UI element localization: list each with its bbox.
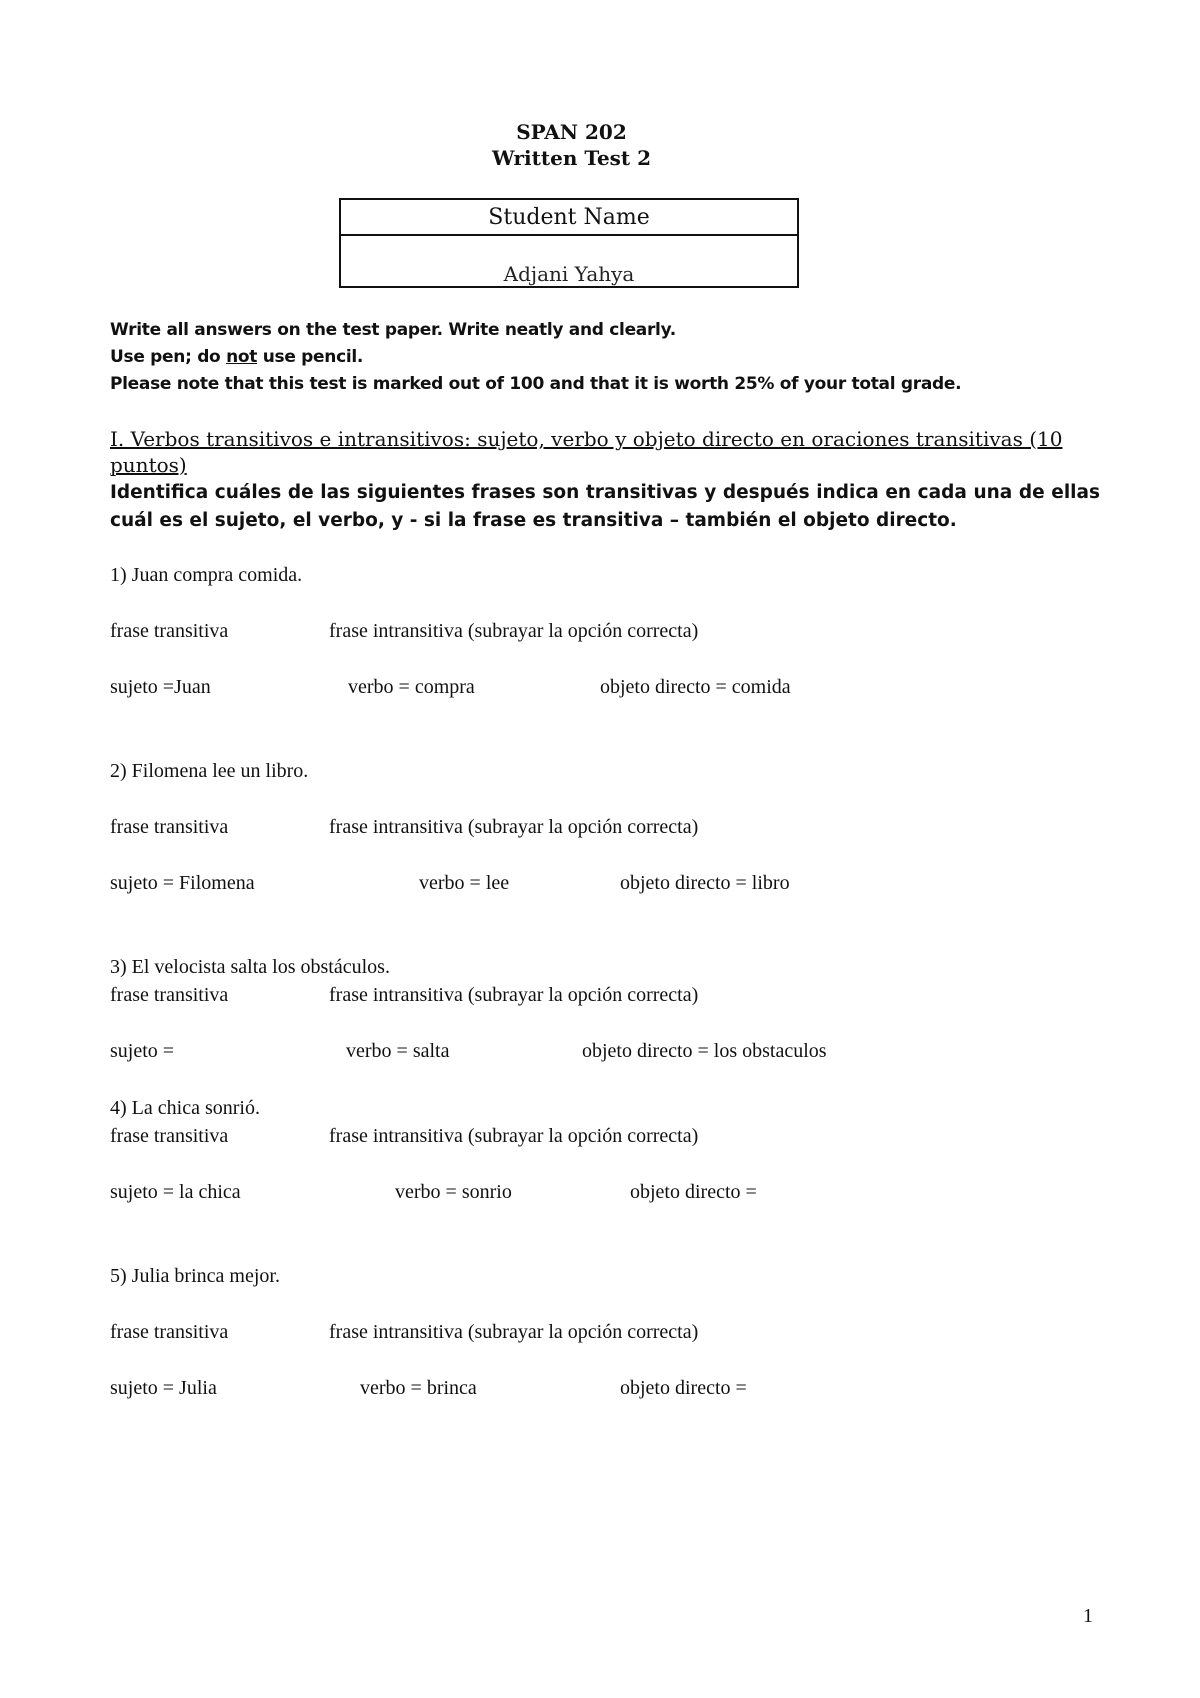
page-number: 1 — [1083, 1605, 1093, 1627]
item-3-sentence: 3) El velocista salta los obstáculos. — [110, 956, 390, 978]
item-1-option-transitive: frase transitiva — [110, 620, 229, 642]
item-1-sujeto: sujeto =Juan — [110, 676, 211, 698]
item-4-verbo: verbo = sonrio — [395, 1181, 512, 1203]
student-name-value: Adjani Yahya — [503, 262, 635, 286]
item-3-option-intransitive: frase intransitiva (subrayar la opción correcta) — [329, 984, 699, 1006]
item-4-option-transitive: frase transitiva — [110, 1125, 229, 1147]
item-3-sujeto: sujeto = — [110, 1040, 175, 1062]
item-3-verbo: verbo = salta — [346, 1040, 450, 1062]
course-code: SPAN 202 — [516, 120, 627, 144]
instruction-line-3: Please note that this test is marked out of 100 and that it is worth 25% of your total grade. — [110, 374, 962, 394]
item-1-sentence: 1) Juan compra comida. — [110, 564, 303, 586]
instruction-line-2-a: Use pen; do — [110, 347, 227, 367]
test-title: Written Test 2 — [491, 146, 652, 170]
item-2-sujeto: sujeto = Filomena — [110, 872, 255, 894]
item-5-option-transitive: frase transitiva — [110, 1321, 229, 1343]
item-5-sentence: 5) Julia brinca mejor. — [110, 1265, 280, 1287]
item-3-objeto: objeto directo = los obstaculos — [582, 1040, 827, 1062]
item-3-option-transitive: frase transitiva — [110, 984, 229, 1006]
section-description: Identifica cuáles de las siguientes frases son transitivas y después indica en cada una de ellas cuál es el sujeto, el verbo, y - si la frase es transitiva – también el objeto directo. — [110, 482, 1100, 531]
item-2-option-transitive: frase transitiva — [110, 816, 229, 838]
item-4-sujeto: sujeto = la chica — [110, 1181, 241, 1203]
item-1-option-intransitive: frase intransitiva (subrayar la opción correcta) — [329, 620, 699, 642]
instruction-line-2-c: use pencil. — [257, 347, 364, 367]
item-5-option-intransitive: frase intransitiva (subrayar la opción correcta) — [329, 1321, 699, 1343]
item-2-verbo: verbo = lee — [419, 872, 510, 894]
instruction-not-emphasis: not — [226, 347, 258, 367]
item-4-sentence: 4) La chica sonrió. — [110, 1097, 260, 1119]
item-2-option-intransitive: frase intransitiva (subrayar la opción correcta) — [329, 816, 699, 838]
instruction-line-2 — [110, 347, 363, 367]
item-5-verbo: verbo = brinca — [360, 1377, 477, 1399]
student-name-box — [339, 198, 799, 288]
item-1-verbo: verbo = compra — [348, 676, 475, 698]
item-5-sujeto: sujeto = Julia — [110, 1377, 217, 1399]
item-5-objeto: objeto directo = — [620, 1377, 747, 1399]
item-2-sentence: 2) Filomena lee un libro. — [110, 760, 309, 782]
student-name-label: Student Name — [341, 200, 797, 236]
section-title-text: I. Verbos transitivos e intransitivos: sujeto, verbo y objeto directo en oraciones transitivas (10 puntos) — [110, 427, 1063, 477]
item-4-objeto: objeto directo = — [630, 1181, 757, 1203]
section-title — [110, 426, 1100, 478]
instruction-line-1: Write all answers on the test paper. Write neatly and clearly. — [110, 320, 676, 340]
item-1-objeto: objeto directo = comida — [600, 676, 791, 698]
item-2-objeto: objeto directo = libro — [620, 872, 790, 894]
item-4-option-intransitive: frase intransitiva (subrayar la opción correcta) — [329, 1125, 699, 1147]
